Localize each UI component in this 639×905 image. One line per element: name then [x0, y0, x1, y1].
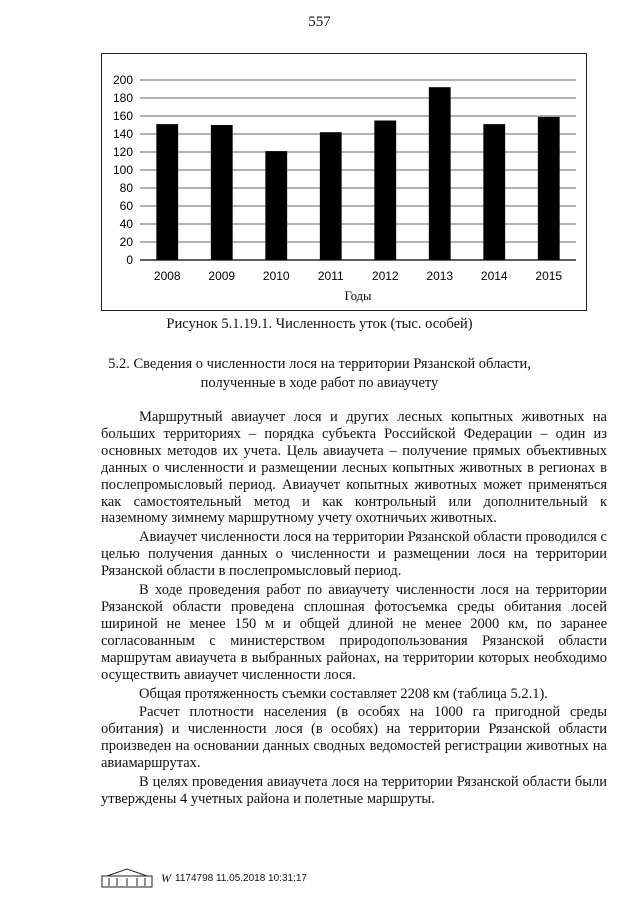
paragraph: В целях проведения авиаучета лося на территории Рязанской области были утверждены 4 учетных района и полетные маршруты.	[101, 774, 607, 807]
y-tick-label: 200	[112, 73, 133, 87]
section-heading-line1: 5.2. Сведения о численности лося на территории Рязанской области,	[108, 356, 531, 372]
x-axis-label: Годы	[344, 289, 372, 303]
bar-chart	[102, 54, 588, 312]
bar-2011	[320, 132, 342, 260]
paragraph: Авиаучет численности лося на территории Рязанской области проводился с целью получения данных о численности и размещении лося на территории Рязанской области в послепромысловый период.	[101, 529, 607, 580]
chart-frame	[101, 53, 587, 311]
footer	[101, 866, 307, 890]
y-tick-label: 160	[112, 109, 133, 123]
bar-2014	[483, 124, 505, 260]
y-tick-label: 120	[112, 145, 133, 159]
bar-2013	[429, 87, 451, 260]
figure-caption: Рисунок 5.1.19.1. Численность уток (тыс. особей)	[166, 316, 473, 332]
y-tick-label: 20	[119, 235, 133, 249]
body-text	[101, 409, 607, 808]
y-tick-label: 80	[119, 181, 133, 195]
x-tick-label: 2011	[317, 269, 344, 283]
bar-2010	[265, 151, 287, 260]
paragraph: В ходе проведения работ по авиаучету численности лося на территории Рязанской области проведена сплошная фотосъемка среды обитания лосей шириной не менее 150 м и общей длиной не менее 2000 км, по заранее согласованным с министерством природопользования Рязанской области маршрутам авиаучета в выбранных районах, на территории которых необходимо осуществить авиаучет численности лося.	[101, 582, 607, 683]
y-tick-label: 180	[112, 91, 133, 105]
bar-2009	[211, 125, 233, 260]
y-tick-label: 0	[126, 253, 133, 267]
page-number: 557	[308, 14, 331, 30]
section-heading	[60, 355, 579, 393]
paragraph: Маршрутный авиаучет лося и других лесных копытных животных на больших территориях – порядка субъекта Российской Федерации – один из основных методов их учета. Цель авиаучета – получение прямых объективных данных о численности и размещении лесных копытных животных в регионах в послепромысловый период. Авиаучет копытных животных может применяться как самостоятельный метод и как контрольный или дополнительный к наземному зимнему маршрутному учету охотничьих животных.	[101, 409, 607, 527]
x-tick-label: 2009	[208, 269, 236, 283]
y-tick-label: 40	[119, 217, 133, 231]
registry-seal-icon	[101, 866, 153, 890]
paragraph: Общая протяженность съемки составляет 2208 км (таблица 5.2.1).	[139, 685, 548, 702]
bar-2015	[538, 117, 560, 260]
signature-mark: W	[161, 870, 171, 885]
y-tick-label: 60	[119, 199, 133, 213]
y-tick-label: 100	[112, 163, 133, 177]
x-tick-label: 2008	[153, 269, 181, 283]
document-info: 1174798 11.05.2018 10:31:17	[175, 872, 307, 884]
bar-2008	[156, 124, 178, 260]
section-heading-line2: полученные в ходе работ по авиаучету	[200, 375, 439, 391]
x-tick-label: 2012	[371, 269, 399, 283]
paragraph: Расчет плотности населения (в особях на 1000 га пригодной среды обитания) и численности лося (в особях) на территории Рязанской области произведен на основании данных сводных ведомостей регистрации животных на авиамаршрутах.	[101, 704, 607, 772]
x-tick-label: 2013	[426, 269, 454, 283]
x-tick-label: 2015	[535, 269, 563, 283]
bar-2012	[374, 121, 396, 261]
x-tick-label: 2010	[262, 269, 290, 283]
x-tick-label: 2014	[480, 269, 508, 283]
y-tick-label: 140	[112, 127, 133, 141]
